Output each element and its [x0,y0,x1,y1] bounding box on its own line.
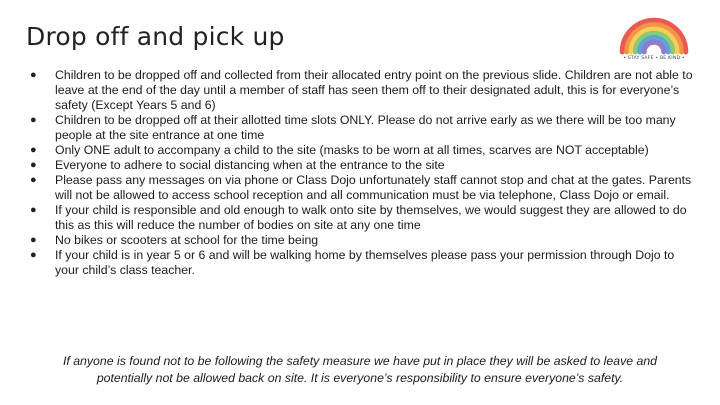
bullet-dot: ● [30,159,37,171]
bullet-dot: ● [30,114,37,126]
rainbow-icon [616,4,692,56]
bullet-dot: ● [30,69,37,81]
bullet-text: Please pass any messages on via phone or Class Dojo unfortunately staff cannot stop and chat at the gates. Parents will not be allowed to access school reception and all communication must be via telephone, Class Dojo or email. [55,173,692,202]
bullet-text: Everyone to adhere to social distancing when at the entrance to the site [55,158,445,172]
list-item [30,158,698,173]
list-item [30,173,698,203]
safety-notice-line: potentially not be allowed back on site. It is everyone’s responsibility to ensure everyone’s safety. [96,371,624,385]
bullet-text: If your child is in year 5 or 6 and will be walking home by themselves please pass your permission through Dojo to your child’s class teacher. [55,248,675,277]
list-item [30,248,698,278]
list-item [30,143,698,158]
school-logo [616,4,692,64]
logo-caption: • STAY SAFE • BE KIND • [623,56,685,61]
bullet-dot: ● [30,174,37,186]
safety-notice [20,353,700,387]
list-item [30,233,698,248]
list-item [30,68,698,113]
rainbow-band [644,42,664,52]
slide-title: Drop off and pick up [26,22,285,51]
bullet-text: If your child is responsible and old enough to walk onto site by themselves, we would suggest they are allowed to do this as this will reduce the number of bodies on site at any one time [55,203,687,232]
bullet-dot: ● [30,204,37,216]
bullet-dot: ● [30,234,37,246]
bullet-list [30,68,698,278]
bullet-dot: ● [30,144,37,156]
bullet-text: No bikes or scooters at school for the time being [55,233,319,247]
bullet-text: Children to be dropped off and collected from their allocated entry point on the previous slide. Children are not able to leave at the end of the day until a member of staff has seen them off to their designated adult, this is for everyone’s safety (Except Years 5 and 6) [55,68,693,112]
bullet-text: Only ONE adult to accompany a child to the site (masks to be worn at all times, scarves are NOT acceptable) [55,143,649,157]
bullet-dot: ● [30,249,37,261]
safety-notice-line: If anyone is found not to be following the safety measure we have put in place they will be asked to leave and [62,354,658,368]
list-item [30,203,698,233]
list-item [30,113,698,143]
bullet-text: Children to be dropped off at their allotted time slots ONLY. Please do not arrive early as we there will be too many people at the site entrance at one time [55,113,676,142]
